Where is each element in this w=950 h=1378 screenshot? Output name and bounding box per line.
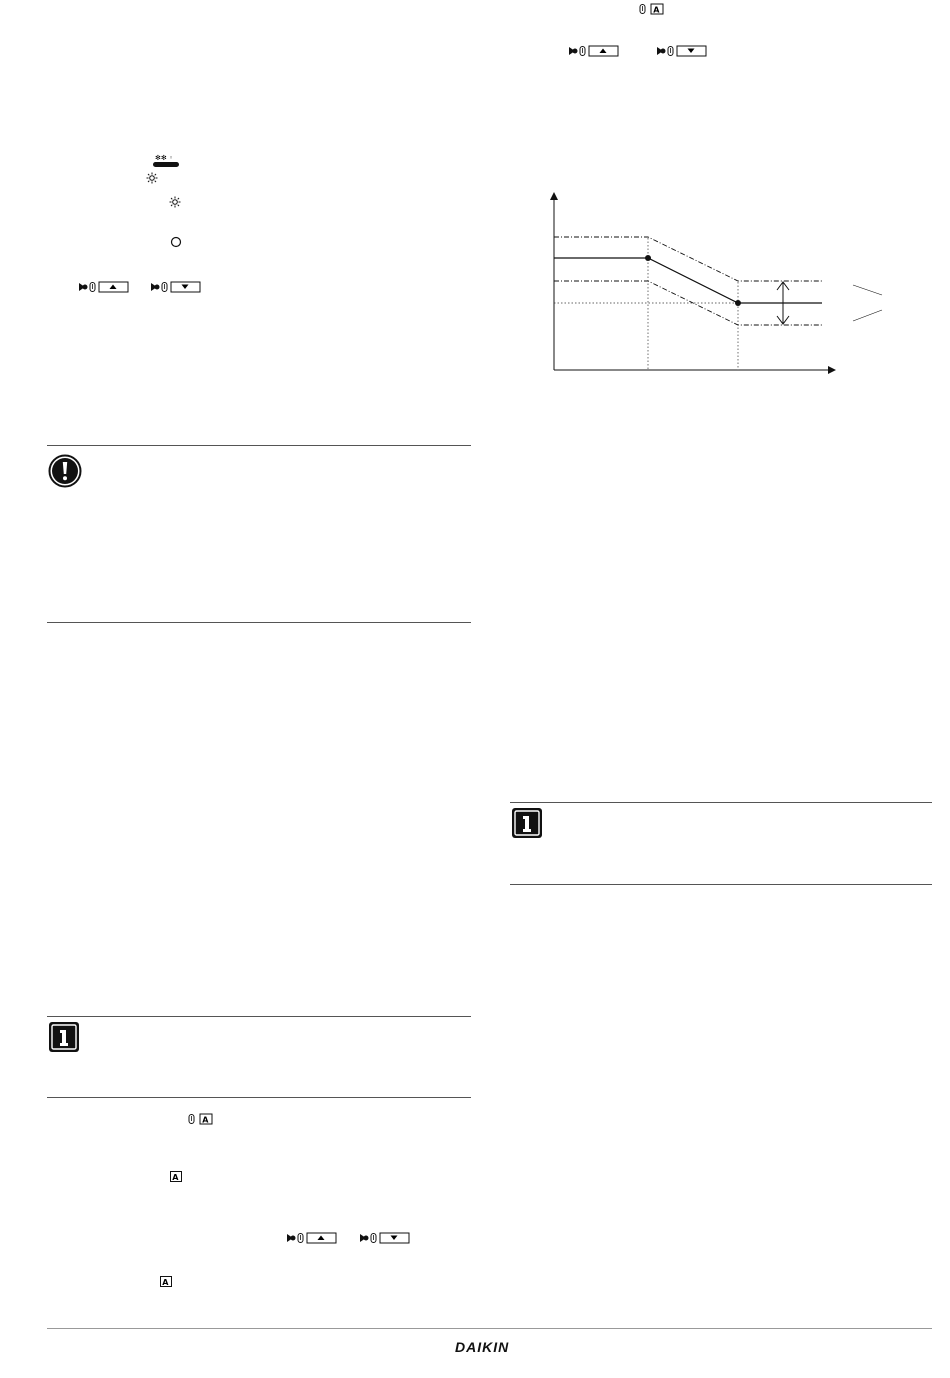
info-i-icon [48, 1021, 80, 1053]
thermometer-down-button-icon [656, 45, 708, 57]
thermometer-up-button-icon [568, 45, 620, 57]
thermometer-auto-icon [188, 1113, 214, 1125]
bracket-line [853, 310, 882, 321]
circle-off-icon [170, 236, 182, 248]
curve-point [735, 300, 741, 306]
heat-cool-pill-icon [152, 153, 180, 169]
footer-rule [47, 1328, 932, 1329]
upper-band [554, 237, 822, 281]
info-i-icon [511, 807, 543, 839]
thermometer-auto-icon [639, 3, 665, 15]
info-top-rule [510, 802, 932, 803]
setpoint-diagram [540, 190, 890, 380]
thermometer-up-button-icon [286, 1232, 338, 1244]
auto-a-icon [160, 1276, 172, 1288]
auto-a-icon [170, 1171, 182, 1183]
thermometer-down-button-icon [359, 1232, 411, 1244]
svg-text:A: A [172, 1172, 179, 1182]
svg-text:A: A [202, 1115, 209, 1125]
svg-text:A: A [162, 1277, 169, 1287]
warning-bottom-rule [47, 622, 471, 623]
info-bottom-rule [47, 1097, 471, 1098]
thermometer-down-button-icon [150, 281, 202, 293]
sun-icon [146, 172, 158, 184]
warning-top-rule [47, 445, 471, 446]
info-bottom-rule [510, 884, 932, 885]
thermometer-up-button-icon [78, 281, 130, 293]
sun-icon [169, 196, 181, 208]
svg-text:A: A [653, 5, 660, 15]
setpoint-curve [554, 258, 822, 303]
bracket-line [853, 285, 882, 295]
daikin-logo: DAIKIN [455, 1339, 510, 1355]
curve-point [645, 255, 651, 261]
info-top-rule [47, 1016, 471, 1017]
svg-text:✻✻ ◦: ✻✻ ◦ [155, 154, 174, 162]
warning-exclamation-icon [48, 454, 82, 488]
